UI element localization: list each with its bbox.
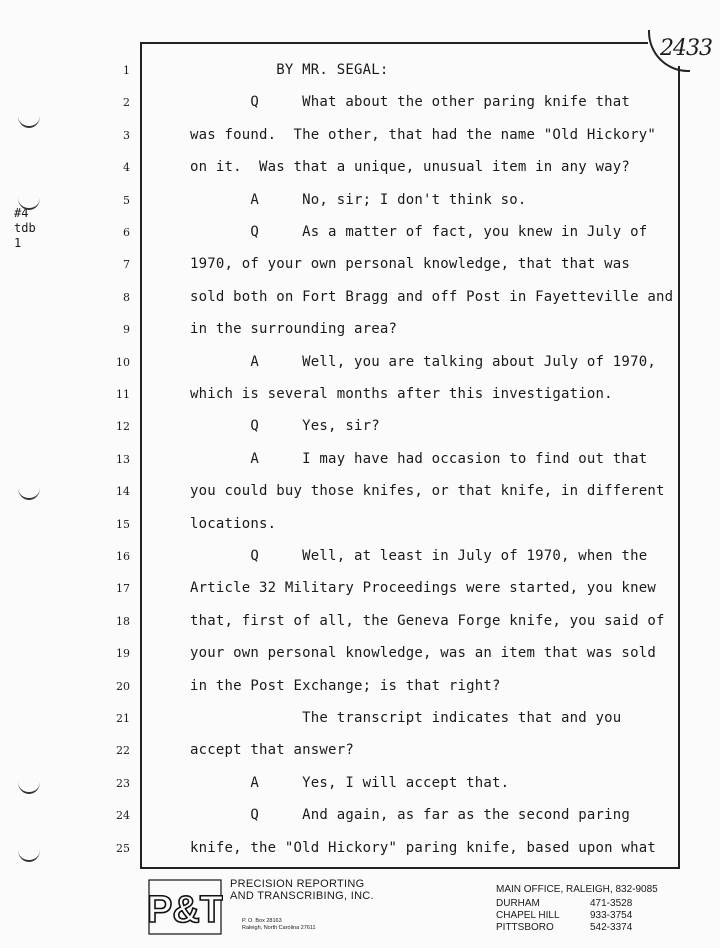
line-number: 21	[116, 712, 130, 725]
office-phone: 542-3374	[590, 922, 633, 933]
line-number: 19	[116, 647, 130, 661]
line-number: 9	[123, 323, 130, 337]
transcript-line: on it. Was that a unique, unusual item in any way?	[190, 159, 631, 176]
line-number: 12	[116, 420, 130, 434]
transcript-line: The transcript indicates that and you	[190, 710, 622, 726]
line-number: 3	[123, 128, 130, 142]
transcript-line: in the surrounding area?	[190, 321, 398, 338]
transcript-line: accept that answer?	[190, 742, 354, 759]
line-number: 23	[116, 776, 130, 790]
punch-hole-mark	[18, 186, 40, 210]
line-number: 1	[123, 64, 130, 77]
line-number: 4	[123, 161, 130, 175]
transcript-line: Q And again, as far as the second paring	[190, 807, 631, 824]
transcript-line: you could buy those knifes, or that knife, in different	[190, 483, 665, 500]
main-office: MAIN OFFICE, RALEIGH, 832-9085	[496, 884, 658, 895]
transcript-line: A Well, you are talking about July of 1970,	[190, 353, 656, 370]
logo-text: P&T	[147, 889, 223, 931]
line-number: 15	[116, 517, 130, 531]
left-frame-line	[140, 42, 142, 868]
office-city: DURHAM	[496, 898, 540, 909]
transcript-line: Q As a matter of fact, you knew in July of	[190, 224, 648, 240]
line-number: 25	[116, 841, 130, 855]
punch-hole-mark	[18, 770, 40, 794]
right-frame-line	[678, 66, 680, 868]
company-line1: PRECISION REPORTING	[230, 878, 365, 890]
line-number: 5	[123, 193, 130, 207]
transcript-line: knife, the "Old Hickory" paring knife, based upon what	[190, 839, 656, 856]
transcript-line: in the Post Exchange; is that right?	[190, 677, 501, 694]
transcript-line: which is several months after this investigation.	[190, 386, 613, 402]
top-frame-line	[140, 42, 648, 44]
punch-hole-mark	[18, 476, 40, 500]
line-number: 2	[123, 96, 130, 110]
transcript-line: was found. The other, that had the name "Old Hickory"	[190, 126, 656, 143]
company-line2: AND TRANSCRIBING, INC.	[230, 890, 374, 902]
company-address	[242, 918, 316, 932]
line-number: 22	[116, 744, 130, 758]
transcript-line: Article 32 Military Proceedings were started, you knew	[190, 580, 656, 597]
transcript-line: Q What about the other paring knife that	[190, 94, 631, 111]
office-city: CHAPEL HILL	[496, 910, 560, 921]
office-city: PITTSBORO	[496, 922, 554, 933]
address-line1: P. O. Box 28163	[242, 918, 282, 924]
line-number: 6	[123, 226, 130, 239]
transcript-line: A Yes, I will accept that.	[190, 774, 510, 791]
transcript-line: Q Yes, sir?	[190, 418, 380, 435]
line-number: 13	[116, 452, 130, 466]
page-number: 2433	[660, 36, 712, 61]
bottom-frame-line	[140, 867, 680, 869]
line-number: 7	[123, 258, 130, 272]
transcript-line: BY MR. SEGAL:	[190, 62, 389, 78]
transcript-line: locations.	[190, 515, 277, 532]
margin-note: #4 tdb 1	[14, 206, 36, 250]
line-number: 8	[123, 290, 130, 304]
transcript-line: A I may have had occasion to find out that	[190, 450, 648, 467]
line-number: 11	[116, 388, 130, 401]
line-number: 18	[116, 614, 130, 628]
line-number: 24	[116, 809, 130, 823]
punch-hole-mark	[18, 838, 40, 862]
transcript-line: 1970, of your own personal knowledge, that that was	[190, 256, 631, 273]
office-phone: 471-3528	[590, 898, 633, 909]
company-logo	[147, 876, 223, 938]
line-number: 14	[116, 485, 130, 499]
line-number: 16	[116, 550, 130, 563]
line-number: 17	[116, 582, 130, 596]
punch-hole-mark	[18, 104, 40, 128]
line-number: 20	[116, 679, 130, 693]
address-line2: Raleigh, North Carolina 27611	[242, 925, 316, 931]
transcript-line: Q Well, at least in July of 1970, when the	[190, 548, 648, 564]
transcript-line: A No, sir; I don't think so.	[190, 191, 527, 208]
company-name	[230, 878, 374, 902]
transcript-line: your own personal knowledge, was an item that was sold	[190, 645, 656, 662]
line-number: 10	[116, 355, 130, 369]
transcript-line: that, first of all, the Geneva Forge knife, you said of	[190, 612, 665, 629]
office-phone: 933-3754	[590, 910, 633, 921]
transcript-line: sold both on Fort Bragg and off Post in Fayetteville and	[190, 288, 674, 305]
